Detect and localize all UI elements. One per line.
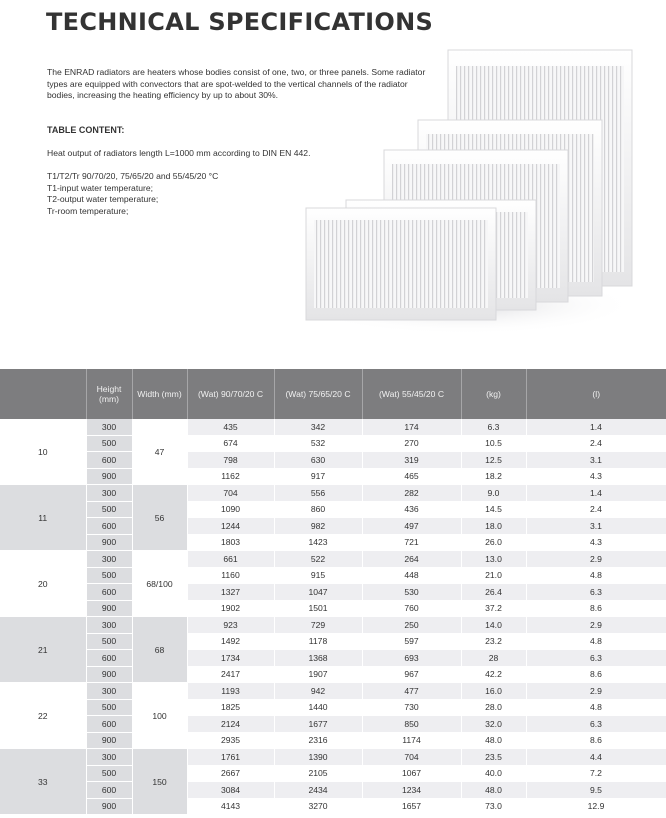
cell-l: 9.5: [526, 782, 666, 799]
header-width: Width (mm): [132, 369, 187, 419]
cell-kg: 23.5: [461, 749, 526, 766]
table-row: [0, 650, 666, 667]
cell-w75: 342: [274, 419, 362, 435]
cell-w75: 982: [274, 518, 362, 535]
cell-kg: 32.0: [461, 716, 526, 733]
cell-l: 2.9: [526, 551, 666, 568]
cell-l: 4.3: [526, 534, 666, 551]
header-height: Height (mm): [86, 369, 132, 419]
header-output-55: (Wat) 55/45/20 C: [362, 369, 461, 419]
cell-w90: 2667: [187, 765, 274, 782]
cell-w90: 1090: [187, 501, 274, 518]
cell-width: 100: [132, 683, 187, 749]
cell-l: 4.4: [526, 749, 666, 766]
cell-l: 3.1: [526, 452, 666, 469]
cell-kg: 16.0: [461, 683, 526, 700]
cell-l: 3.1: [526, 518, 666, 535]
cell-l: 6.3: [526, 584, 666, 601]
header-weight: (kg): [461, 369, 526, 419]
cell-height: 600: [86, 782, 132, 799]
cell-w90: 704: [187, 485, 274, 502]
radiators-illustration: [296, 40, 636, 340]
cell-l: 4.3: [526, 468, 666, 485]
table-row: [0, 699, 666, 716]
cell-height: 500: [86, 501, 132, 518]
cell-l: 7.2: [526, 765, 666, 782]
cell-w75: 3270: [274, 798, 362, 815]
cell-height: 300: [86, 749, 132, 766]
cell-w55: 477: [362, 683, 461, 700]
cell-l: 8.6: [526, 600, 666, 617]
temperature-line: T1/T2/Tr 90/70/20, 75/65/20 and 55/45/20 °C: [47, 171, 219, 181]
cell-w90: 923: [187, 617, 274, 634]
table-content-label: TABLE CONTENT:: [47, 125, 125, 135]
table-row: [0, 633, 666, 650]
temperature-line: Tr-room temperature;: [47, 205, 129, 216]
cell-w75: 630: [274, 452, 362, 469]
table-row: [0, 485, 666, 502]
table-row: [0, 435, 666, 452]
temperature-line: T2-output water temperature;: [47, 194, 159, 204]
table-row: [0, 683, 666, 700]
cell-w55: 465: [362, 468, 461, 485]
table-row: [0, 765, 666, 782]
cell-l: 2.9: [526, 617, 666, 634]
table-row: [0, 617, 666, 634]
cell-kg: 42.2: [461, 666, 526, 683]
cell-w75: 1423: [274, 534, 362, 551]
cell-kg: 14.0: [461, 617, 526, 634]
cell-w55: 319: [362, 452, 461, 469]
cell-height: 500: [86, 567, 132, 584]
cell-w90: 1492: [187, 633, 274, 650]
cell-w55: 967: [362, 666, 461, 683]
cell-w55: 250: [362, 617, 461, 634]
cell-height: 600: [86, 584, 132, 601]
cell-width: 56: [132, 485, 187, 551]
cell-w55: 497: [362, 518, 461, 535]
table-row: [0, 518, 666, 535]
table-row: [0, 468, 666, 485]
cell-height: 600: [86, 452, 132, 469]
cell-kg: 21.0: [461, 567, 526, 584]
table-row: [0, 551, 666, 568]
cell-l: 2.4: [526, 435, 666, 452]
cell-w90: 1825: [187, 699, 274, 716]
table-row: [0, 452, 666, 469]
cell-type: 20: [0, 551, 86, 617]
cell-kg: 6.3: [461, 419, 526, 435]
cell-w90: 1244: [187, 518, 274, 535]
table-row: [0, 732, 666, 749]
header-type: [0, 369, 86, 419]
cell-l: 12.9: [526, 798, 666, 815]
cell-height: 900: [86, 666, 132, 683]
table-header-row: [0, 369, 666, 419]
cell-kg: 40.0: [461, 765, 526, 782]
cell-w90: 2935: [187, 732, 274, 749]
cell-w75: 729: [274, 617, 362, 634]
cell-height: 500: [86, 699, 132, 716]
cell-width: 68: [132, 617, 187, 683]
cell-height: 500: [86, 765, 132, 782]
table-row: [0, 666, 666, 683]
cell-l: 8.6: [526, 732, 666, 749]
cell-l: 1.4: [526, 485, 666, 502]
cell-w90: 3084: [187, 782, 274, 799]
table-row: [0, 567, 666, 584]
cell-type: 10: [0, 419, 86, 485]
cell-height: 300: [86, 683, 132, 700]
cell-w90: 1803: [187, 534, 274, 551]
cell-w75: 1178: [274, 633, 362, 650]
cell-height: 300: [86, 551, 132, 568]
cell-w90: 2417: [187, 666, 274, 683]
cell-w90: 1160: [187, 567, 274, 584]
header-output-90: (Wat) 90/70/20 C: [187, 369, 274, 419]
cell-height: 900: [86, 600, 132, 617]
cell-w90: 1327: [187, 584, 274, 601]
cell-w55: 264: [362, 551, 461, 568]
heat-output-note: Heat output of radiators length L=1000 mm according to DIN EN 442.: [47, 148, 311, 158]
cell-w75: 917: [274, 468, 362, 485]
cell-w55: 1234: [362, 782, 461, 799]
table-row: [0, 798, 666, 815]
cell-w75: 1907: [274, 666, 362, 683]
cell-l: 2.9: [526, 683, 666, 700]
table-row: [0, 600, 666, 617]
radiator-panel-5: [306, 208, 496, 320]
cell-w55: 1657: [362, 798, 461, 815]
cell-width: 47: [132, 419, 187, 485]
page-title: TECHNICAL SPECIFICATIONS: [46, 8, 434, 36]
cell-w75: 860: [274, 501, 362, 518]
cell-w90: 674: [187, 435, 274, 452]
cell-w75: 532: [274, 435, 362, 452]
cell-width: 150: [132, 749, 187, 815]
cell-w75: 2434: [274, 782, 362, 799]
cell-type: 11: [0, 485, 86, 551]
cell-height: 900: [86, 534, 132, 551]
cell-w55: 448: [362, 567, 461, 584]
cell-type: 21: [0, 617, 86, 683]
table-row: [0, 501, 666, 518]
cell-kg: 48.0: [461, 732, 526, 749]
cell-w90: 1734: [187, 650, 274, 667]
cell-l: 2.4: [526, 501, 666, 518]
cell-w75: 915: [274, 567, 362, 584]
cell-kg: 28: [461, 650, 526, 667]
cell-l: 1.4: [526, 419, 666, 435]
cell-height: 900: [86, 798, 132, 815]
cell-w55: 597: [362, 633, 461, 650]
cell-kg: 18.0: [461, 518, 526, 535]
cell-l: 4.8: [526, 633, 666, 650]
cell-w55: 704: [362, 749, 461, 766]
cell-w55: 693: [362, 650, 461, 667]
cell-l: 6.3: [526, 716, 666, 733]
cell-w90: 798: [187, 452, 274, 469]
cell-kg: 48.0: [461, 782, 526, 799]
table-row: [0, 782, 666, 799]
cell-w90: 1193: [187, 683, 274, 700]
cell-kg: 26.0: [461, 534, 526, 551]
cell-w55: 270: [362, 435, 461, 452]
cell-w75: 1368: [274, 650, 362, 667]
cell-kg: 18.2: [461, 468, 526, 485]
cell-w55: 730: [362, 699, 461, 716]
cell-w55: 1067: [362, 765, 461, 782]
cell-w75: 2316: [274, 732, 362, 749]
cell-height: 900: [86, 468, 132, 485]
intro-paragraph: The ENRAD radiators are heaters whose bodies consist of one, two, or three panels. Some radiator types are equipped with convectors that are spot-welded to the vertical channels of the radiator bodies, increasing the heating efficiency by up to about 30%.: [47, 67, 426, 101]
cell-w75: 1440: [274, 699, 362, 716]
table-row: [0, 584, 666, 601]
cell-kg: 9.0: [461, 485, 526, 502]
cell-w90: 2124: [187, 716, 274, 733]
cell-height: 300: [86, 485, 132, 502]
cell-w75: 522: [274, 551, 362, 568]
specifications-table: [0, 369, 666, 815]
cell-kg: 37.2: [461, 600, 526, 617]
table-row: [0, 534, 666, 551]
table-row: [0, 716, 666, 733]
cell-l: 6.3: [526, 650, 666, 667]
table-row: [0, 419, 666, 435]
cell-kg: 12.5: [461, 452, 526, 469]
cell-kg: 23.2: [461, 633, 526, 650]
cell-w90: 4143: [187, 798, 274, 815]
cell-kg: 14.5: [461, 501, 526, 518]
cell-w55: 436: [362, 501, 461, 518]
cell-w55: 174: [362, 419, 461, 435]
cell-height: 600: [86, 650, 132, 667]
cell-kg: 26.4: [461, 584, 526, 601]
cell-l: 4.8: [526, 699, 666, 716]
cell-height: 600: [86, 716, 132, 733]
cell-height: 500: [86, 435, 132, 452]
cell-w55: 760: [362, 600, 461, 617]
cell-w75: 2105: [274, 765, 362, 782]
table-row: [0, 749, 666, 766]
header-output-75: (Wat) 75/65/20 C: [274, 369, 362, 419]
cell-w75: 1677: [274, 716, 362, 733]
cell-w90: 1902: [187, 600, 274, 617]
temperature-line: T1-input water temperature;: [47, 182, 154, 193]
header-volume: (l): [526, 369, 666, 419]
cell-kg: 28.0: [461, 699, 526, 716]
temperature-legend: [47, 171, 218, 217]
cell-w55: 530: [362, 584, 461, 601]
cell-type: 22: [0, 683, 86, 749]
cell-l: 8.6: [526, 666, 666, 683]
cell-kg: 73.0: [461, 798, 526, 815]
cell-height: 900: [86, 732, 132, 749]
cell-w90: 661: [187, 551, 274, 568]
cell-height: 600: [86, 518, 132, 535]
cell-type: 33: [0, 749, 86, 815]
cell-w55: 1174: [362, 732, 461, 749]
cell-height: 500: [86, 633, 132, 650]
cell-l: 4.8: [526, 567, 666, 584]
cell-height: 300: [86, 617, 132, 634]
cell-height: 300: [86, 419, 132, 435]
cell-w90: 1761: [187, 749, 274, 766]
cell-w75: 1047: [274, 584, 362, 601]
cell-w55: 282: [362, 485, 461, 502]
cell-w75: 942: [274, 683, 362, 700]
cell-w55: 850: [362, 716, 461, 733]
cell-w75: 1390: [274, 749, 362, 766]
cell-w90: 1162: [187, 468, 274, 485]
cell-w55: 721: [362, 534, 461, 551]
cell-w90: 435: [187, 419, 274, 435]
cell-kg: 10.5: [461, 435, 526, 452]
cell-w75: 556: [274, 485, 362, 502]
cell-kg: 13.0: [461, 551, 526, 568]
cell-width: 68/100: [132, 551, 187, 617]
cell-w75: 1501: [274, 600, 362, 617]
